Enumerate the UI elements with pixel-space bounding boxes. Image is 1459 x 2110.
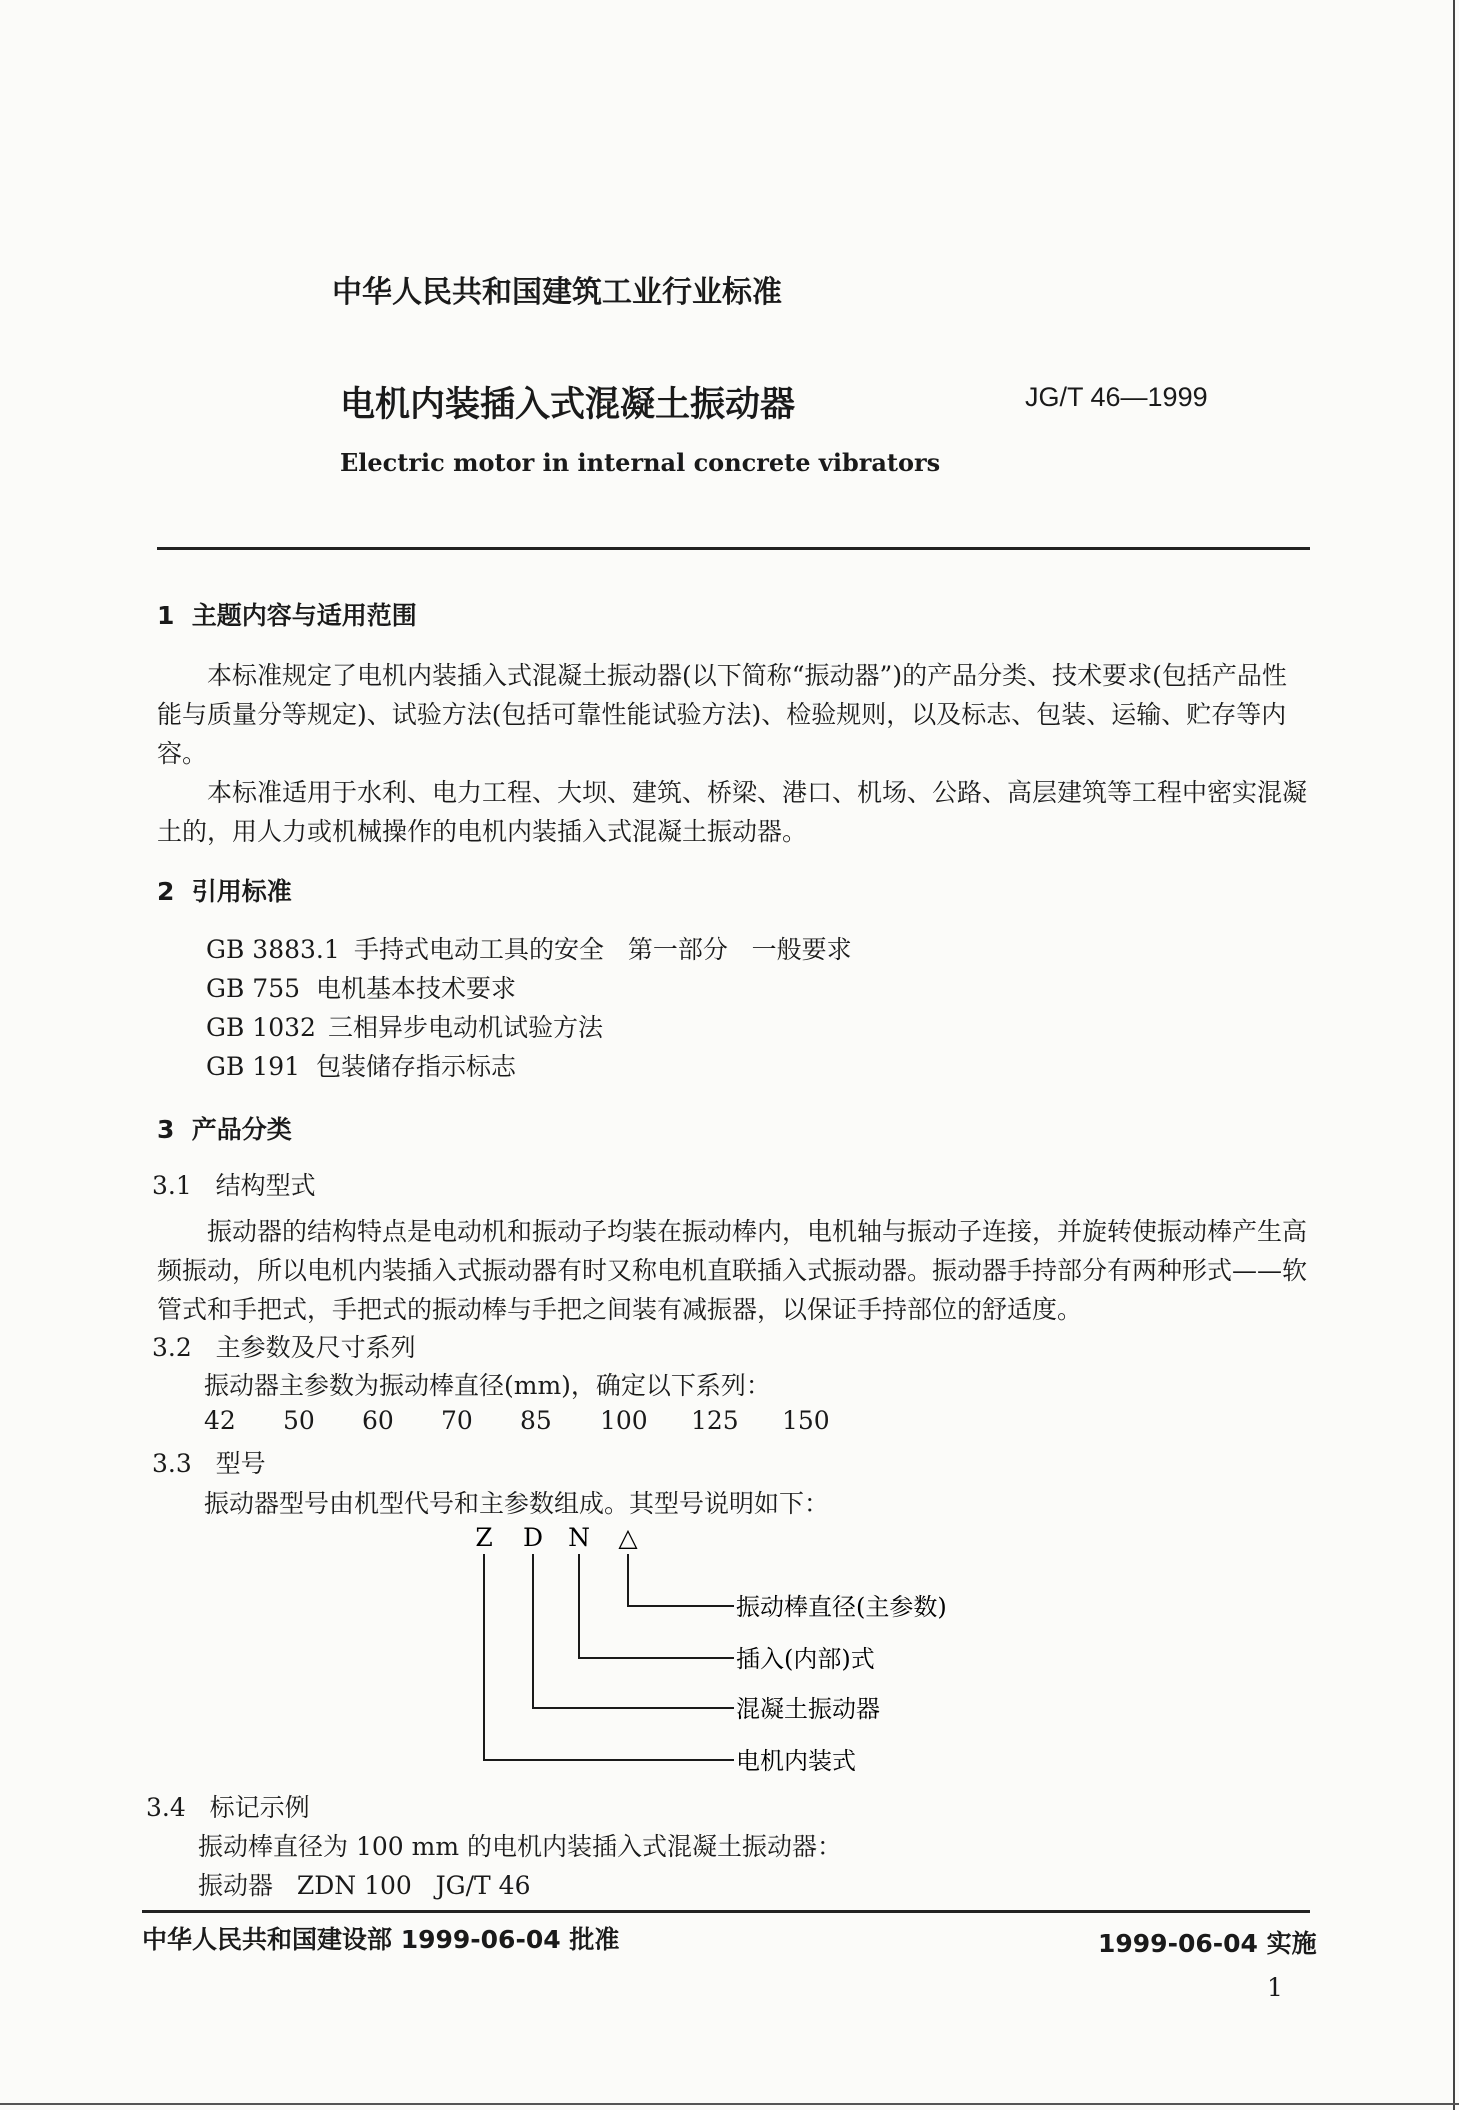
reference-title: 三相异步电动机试验方法 [328, 1013, 604, 1042]
reference-title: 包装储存指示标志 [316, 1052, 517, 1081]
label-motor-inside: 电机内装式 [736, 1747, 856, 1775]
label-insertion: 插入(内部)式 [736, 1645, 875, 1673]
section-3-1-body [157, 1212, 1307, 1329]
section-3-2-heading: 3.2 主参数及尺寸系列 [152, 1333, 416, 1362]
model-letter-n: N [568, 1523, 590, 1552]
model-designation-diagram [460, 1520, 1000, 1780]
issuing-authority: 中华人民共和国建筑工业行业标准 [332, 275, 782, 310]
section-3-4-text: 振动棒直径为 100 mm 的电机内装插入式混凝土振动器： [198, 1832, 842, 1861]
reference-code: GB 755 [206, 974, 301, 1003]
reference-code: GB 3883.1 [206, 935, 340, 964]
marking-example: 振动器 ZDN 100 JG/T 46 [198, 1871, 531, 1900]
scan-bottom-edge [0, 2103, 1459, 2105]
effective-date: 1999-06-04 实施 [1098, 1929, 1317, 1958]
footer-rule [142, 1910, 1310, 1913]
section-3-2-text: 振动器主参数为振动棒直径(mm)，确定以下系列： [204, 1371, 771, 1400]
standard-title-cn: 电机内装插入式混凝土振动器 [340, 385, 796, 425]
section-3-1-paragraph: 振动器的结构特点是电动机和振动子均装在振动棒内，电机轴与振动子连接，并旋转使振动棒产生高频振动，所以电机内装插入式振动器有时又称电机直联插入式振动器。振动器手持部分有两种形式——软管式和手把式，手把式的振动棒与手把之间装有减振器，以保证手持部位的舒适度。 [157, 1217, 1308, 1324]
header-rule [157, 547, 1310, 550]
series-value: 50 [283, 1406, 315, 1435]
reference-code: GB 191 [206, 1052, 301, 1081]
series-value: 85 [520, 1406, 552, 1435]
section-3-4-heading: 3.4 标记示例 [146, 1793, 310, 1822]
reference-item [206, 1008, 852, 1047]
label-concrete-vibrator: 混凝土振动器 [736, 1695, 880, 1723]
section-3-1-heading: 3.1 结构型式 [152, 1171, 316, 1200]
diagram-connector-lines [484, 1554, 734, 1760]
series-value: 42 [204, 1406, 236, 1435]
model-letter-d: D [522, 1523, 544, 1552]
reference-title: 电机基本技术要求 [316, 974, 517, 1003]
reference-item [206, 969, 852, 1008]
reference-code: GB 1032 [206, 1013, 316, 1042]
series-value: 150 [782, 1406, 830, 1435]
section-2-heading: 2 引用标准 [157, 877, 292, 906]
series-value: 100 [600, 1406, 648, 1435]
section-1-paragraph-2: 本标准适用于水利、电力工程、大坝、建筑、桥梁、港口、机场、公路、高层建筑等工程中密实混凝土的，用人力或机械操作的电机内装插入式混凝土振动器。 [157, 778, 1308, 846]
section-3-heading: 3 产品分类 [157, 1115, 292, 1144]
reference-list [206, 930, 852, 1086]
standard-code: JG/T 46—1999 [1025, 382, 1208, 412]
section-3-3-text: 振动器型号由机型代号和主参数组成。其型号说明如下： [204, 1489, 830, 1518]
section-1-heading: 1 主题内容与适用范围 [157, 601, 417, 630]
approval-statement: 中华人民共和国建设部 1999-06-04 批准 [142, 1925, 620, 1954]
diameter-series [204, 1406, 830, 1435]
page-number: 1 [1267, 1973, 1283, 2002]
model-param-triangle: △ [618, 1523, 638, 1552]
reference-item [206, 930, 852, 969]
model-letter-z: Z [475, 1523, 493, 1552]
series-value: 125 [691, 1406, 739, 1435]
section-1-body [157, 656, 1307, 851]
series-value: 70 [441, 1406, 473, 1435]
section-3-3-heading: 3.3 型号 [152, 1449, 266, 1478]
section-1-paragraph-1: 本标准规定了电机内装插入式混凝土振动器(以下简称“振动器”)的产品分类、技术要求(包括产品性能与质量分等规定)、试验方法(包括可靠性能试验方法)、检验规则，以及标志、包装、运输、贮存等内容。 [157, 661, 1287, 768]
label-diameter: 振动棒直径(主参数) [736, 1593, 947, 1621]
reference-title: 手持式电动工具的安全 第一部分 一般要求 [354, 935, 852, 964]
series-value: 60 [362, 1406, 394, 1435]
reference-item [206, 1047, 852, 1086]
scan-right-edge [1453, 0, 1455, 2110]
standard-title-en: Electric motor in internal concrete vibrators [340, 448, 941, 477]
